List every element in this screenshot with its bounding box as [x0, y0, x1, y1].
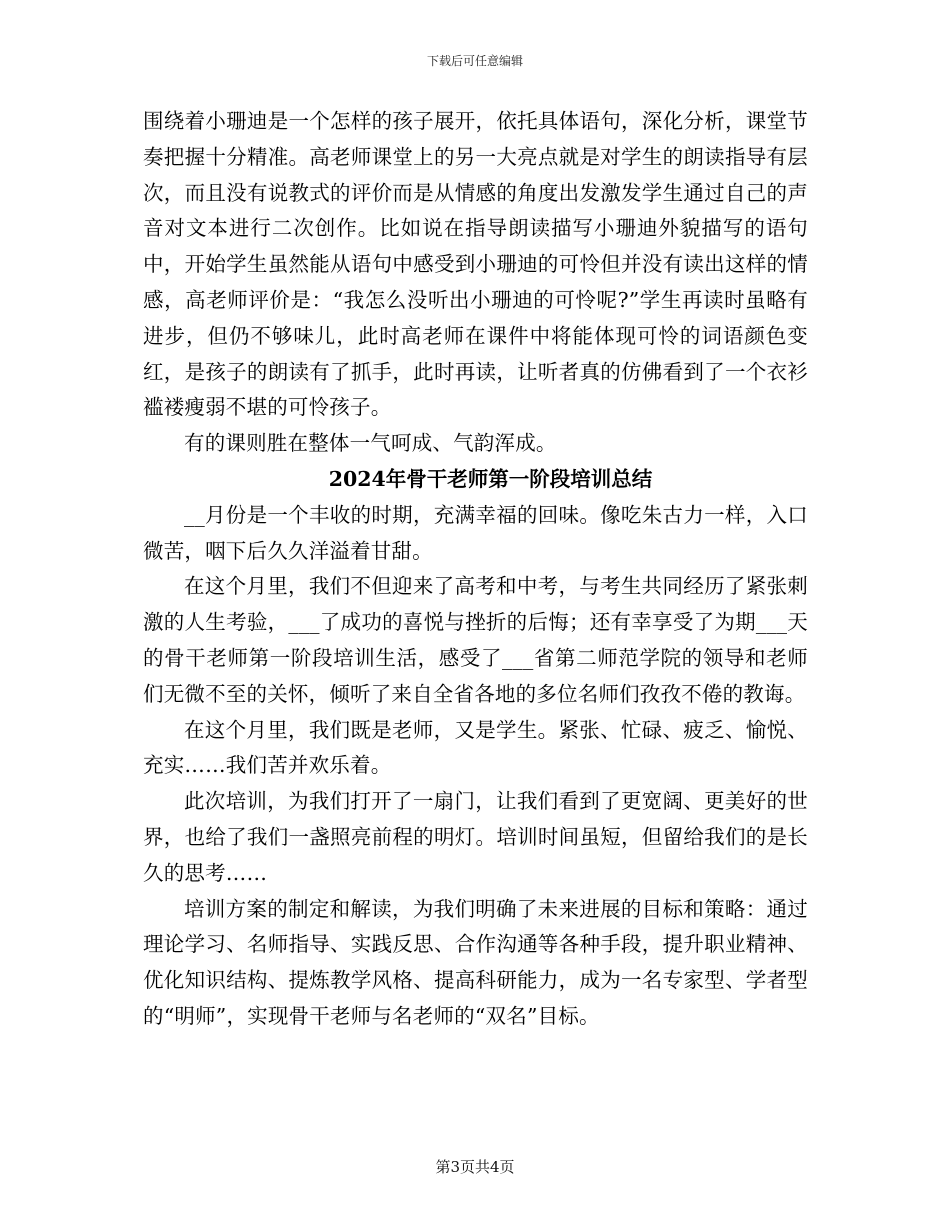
paragraph: 在这个月里，我们既是老师，又是学生。紧张、忙碌、疲乏、愉悦、充实……我们苦并欢乐着。 — [143, 717, 808, 778]
page-header: 下载后可任意编辑 — [426, 54, 523, 68]
document-body — [143, 104, 808, 1035]
paragraph: 培训方案的制定和解读，为我们明确了未来进展的目标和策略：通过理论学习、名师指导、实践反思、合作沟通等各种手段，提升职业精神、优化知识结构、提炼教学风格、提高科研能力，成为一名专家型、学者型的“明师”，实现骨干老师与名老师的“双名”目标。 — [143, 896, 808, 1028]
paragraph: __月份是一个丰收的时期，充满幸福的回味。像吃朱古力一样，入口微苦，咽下后久久洋溢着甘甜。 — [143, 502, 808, 563]
paragraph: 此次培训，为我们打开了一扇门，让我们看到了更宽阔、更美好的世界，也给了我们一盏照亮前程的明灯。培训时间虽短，但留给我们的是长久的思考…… — [143, 789, 808, 885]
section-title: 2024年骨干老师第一阶段培训总结 — [328, 466, 653, 491]
paragraph: 有的课则胜在整体一气呵成、气韵浑成。 — [184, 431, 557, 456]
paragraph-continued: 围绕着小珊迪是一个怎样的孩子展开，依托具体语句，深化分析，课堂节奏把握十分精准。高老师课堂上的另一大亮点就是对学生的朗读指导有层次，而且没有说教式的评价而是从情感的角度出发激发学生通过自己的声音对文本进行二次创作。比如说在指导朗读描写小珊迪外貌描写的语句中，开始学生虽然能从语句中感受到小珊迪的可怜但并没有读出这样的情感，高老师评价是：“我怎么没听出小珊迪的可怜呢?”学生再读时虽略有进步，但仍不够味儿，此时高老师在课件中将能体现可怜的词语颜色变红，是孩子的朗读有了抓手，此时再读，让听者真的仿佛看到了一个衣衫褴褛瘦弱不堪的可怜孩子。 — [143, 109, 808, 420]
page-footer: 第3页共4页 — [435, 1158, 515, 1176]
paragraph: 在这个月里，我们不但迎来了高考和中考，与考生共同经历了紧张刺激的人生考验，___了成功的喜悦与挫折的后悔；还有幸享受了为期___天的骨干老师第一阶段培训生活，感受了___省第二师范学院的领导和老师们无微不至的关怀，倾听了来自全省各地的多位名师们孜孜不倦的教诲。 — [143, 574, 808, 706]
